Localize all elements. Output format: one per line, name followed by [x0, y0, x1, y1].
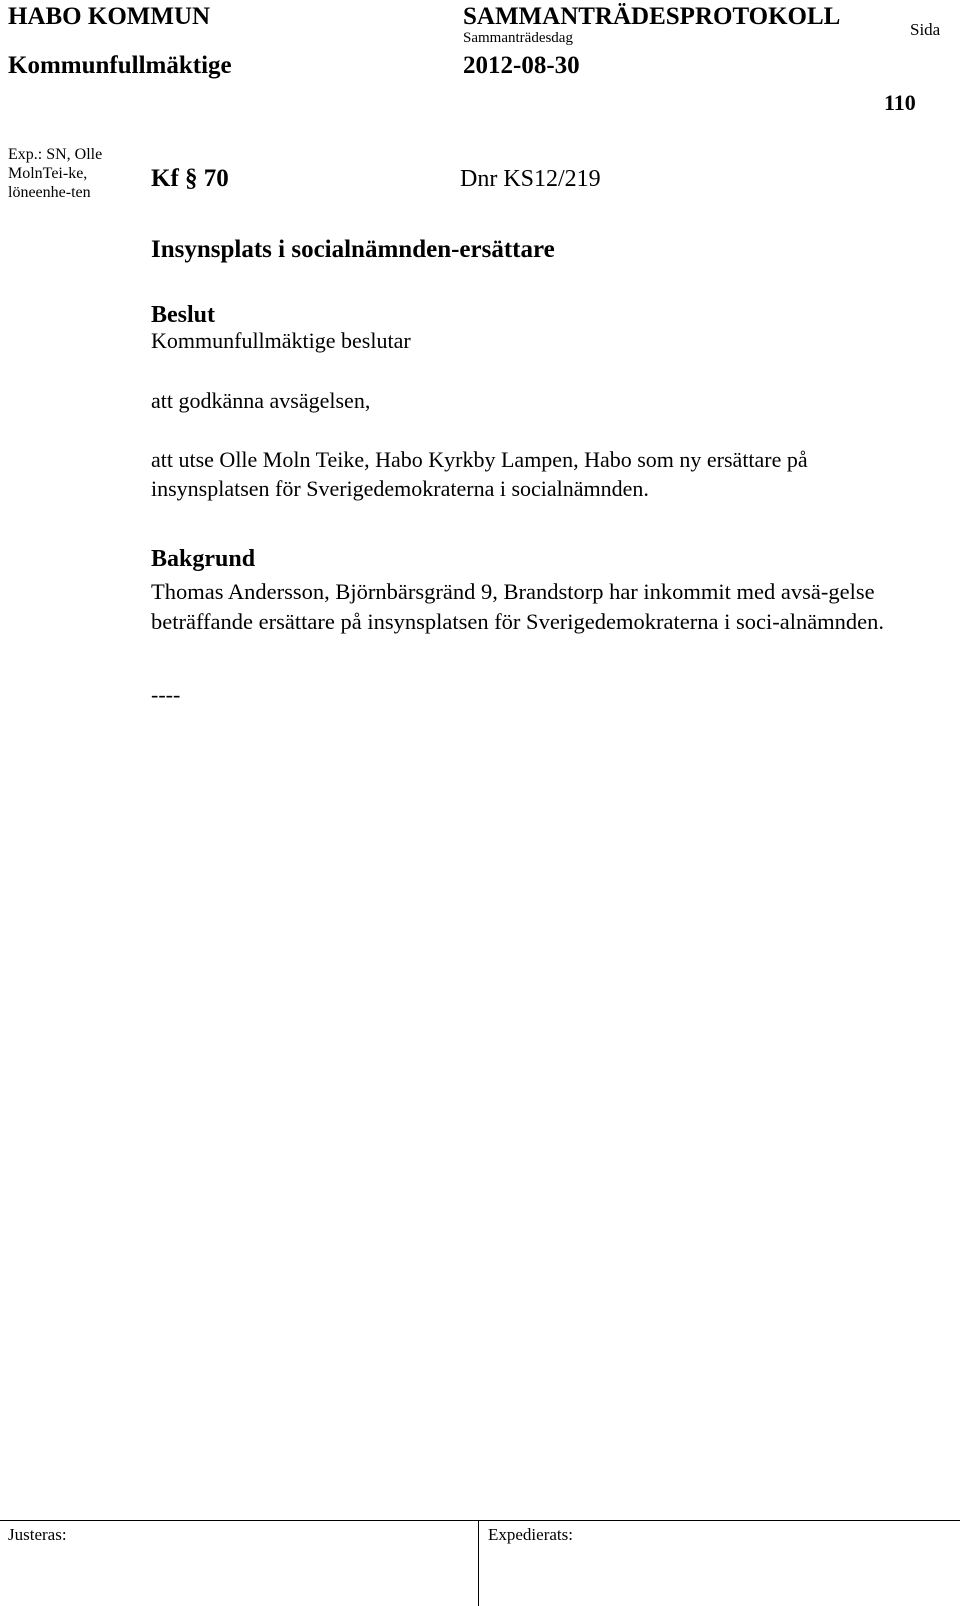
committee-name: Kommunfullmäktige: [8, 52, 232, 79]
decision-item-2-line-2: insynsplatsen för Sverigedemokraterna i socialnämnden.: [151, 476, 649, 501]
meeting-date: 2012-08-30: [463, 52, 580, 79]
paragraph-reference: Kf § 70: [151, 165, 229, 192]
decision-item-2-line-1: att utse Olle Moln Teike, Habo Kyrkby Lampen, Habo som ny ersättare på: [151, 447, 808, 472]
decision-heading: Beslut: [151, 302, 216, 328]
diary-number: Dnr KS12/219: [460, 166, 601, 192]
footer-rule: [0, 1520, 960, 1521]
page-number: 110: [884, 90, 916, 115]
date-label: Sammanträdesdag: [463, 30, 573, 46]
decision-item-1: att godkänna avsägelsen,: [151, 388, 371, 413]
decision-intro: Kommunfullmäktige beslutar: [151, 328, 411, 353]
distribution-note: Exp.: SN, Olle MolnTei-ke, löneenhe-ten: [8, 146, 103, 201]
justeras-label: Justeras:: [8, 1525, 67, 1544]
section-title: Insynsplats i socialnämnden-ersättare: [151, 236, 555, 263]
document-type: SAMMANTRÄDESPROTOKOLL: [463, 3, 841, 30]
expedierats-label: Expedierats:: [488, 1525, 573, 1544]
background-text: Thomas Andersson, Björnbärsgränd 9, Brandstorp har inkommit med avsä-gelse beträffande ersättare på insynsplatsen för Sverigedemokraterna i soci-alnämnden.: [151, 579, 885, 634]
separator: ----: [151, 682, 181, 707]
page-label: Sida: [910, 20, 941, 39]
footer-divider: [478, 1520, 479, 1606]
background-heading: Bakgrund: [151, 546, 256, 572]
organization-name: HABO KOMMUN: [8, 3, 211, 30]
